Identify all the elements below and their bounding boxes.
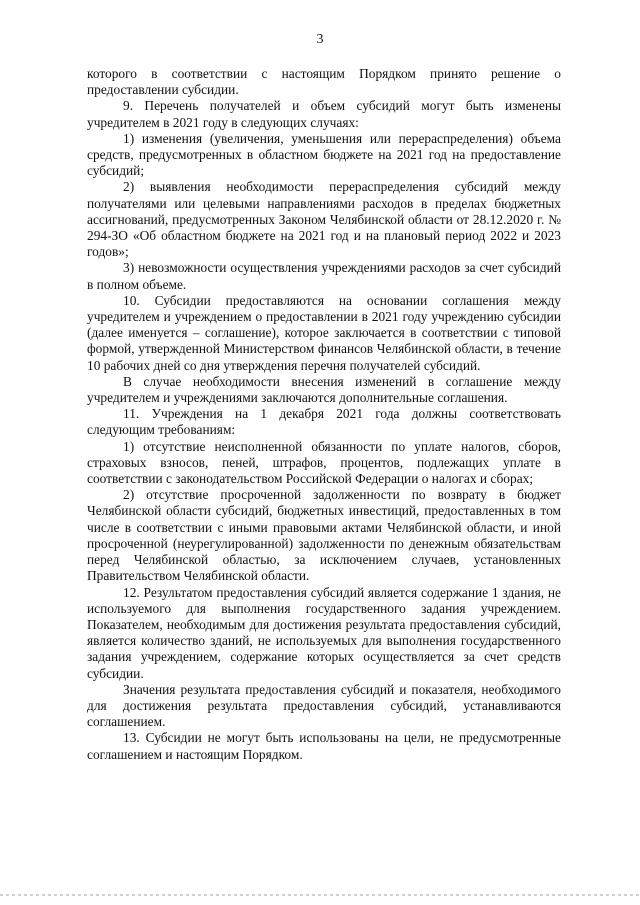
- page-number: 3: [316, 32, 324, 47]
- paragraph-10: 10. Субсидии предоставляются на основании соглашения между учредителем и учреждением о предоставлении в 2021 году учреждению субсидии (далее именуется – соглашение), которое заключается в соответствии с типовой формой, утвержденной Министерством финансов Челябинской области, в течение 10 рабочих дней со дня утверждения перечня получателей субсидий.: [87, 292, 561, 373]
- document-body: [87, 66, 561, 763]
- paragraph-10-addendum: В случае необходимости внесения изменений в соглашение между учредителем и учреждениями заключаются дополнительные соглашения.: [87, 373, 561, 406]
- paragraph-12: 12. Результатом предоставления субсидий является содержание 1 здания, не используемого для выполнения государственного задания учреждением. Показателем, необходимым для достижения результата предоставления субсидий, является количество зданий, не используемых для выполнения государственного задания учреждением, содержание которых осуществляется за счет средств субсидии.: [87, 584, 561, 681]
- paragraph-9: 9. Перечень получателей и объем субсидий могут быть изменены учредителем в 2021 году в следующих случаях:: [87, 98, 561, 130]
- paragraph-11-item-1: 1) отсутствие неисполненной обязанности по уплате налогов, сборов, страховых взносов, пеней, штрафов, процентов, подлежащих уплате в соответствии с законодательством Российской Федерации о налогах и сборах;: [87, 438, 561, 487]
- paragraph-9-item-1: 1) изменения (увеличения, уменьшения или перераспределения) объема средств, предусмотренных в областном бюджете на 2021 год на предоставление субсидий;: [87, 130, 561, 179]
- paragraph-11: 11. Учреждения на 1 декабря 2021 года должны соответствовать следующим требованиям:: [87, 406, 561, 438]
- paragraph-continuation: которого в соответствии с настоящим Порядком принято решение о предоставлении субсидии.: [87, 66, 561, 98]
- paragraph-11-item-2: 2) отсутствие просроченной задолженности по возврату в бюджет Челябинской области субсидий, бюджетных инвестиций, предоставленных в том числе в соответствии с иными правовыми актами Челябинской области, и иной просроченной (неурегулированной) задолженности по денежным обязательствам перед Челябинской областью, за исключением случаев, установленных Правительством Челябинской области.: [87, 487, 561, 584]
- paragraph-13: 13. Субсидии не могут быть использованы на цели, не предусмотренные соглашением и настоящим Порядком.: [87, 730, 561, 762]
- scan-edge-line: [0, 894, 640, 896]
- paragraph-9-item-3: 3) невозможности осуществления учреждениями расходов за счет субсидий в полном объеме.: [87, 260, 561, 292]
- paragraph-9-item-2: 2) выявления необходимости перераспределения субсидий между получателями или целевыми направлениями расходов в пределах бюджетных ассигнований, предусмотренных Законом Челябинской области от 28.12.2020 г. № 294-ЗО «Об областном бюджете на 2021 год и на плановый период 2022 и 2023 годов»;: [87, 179, 561, 260]
- paragraph-12-values: Значения результата предоставления субсидий и показателя, необходимого для достижения результата предоставления субсидий, устанавливаются соглашением.: [87, 681, 561, 730]
